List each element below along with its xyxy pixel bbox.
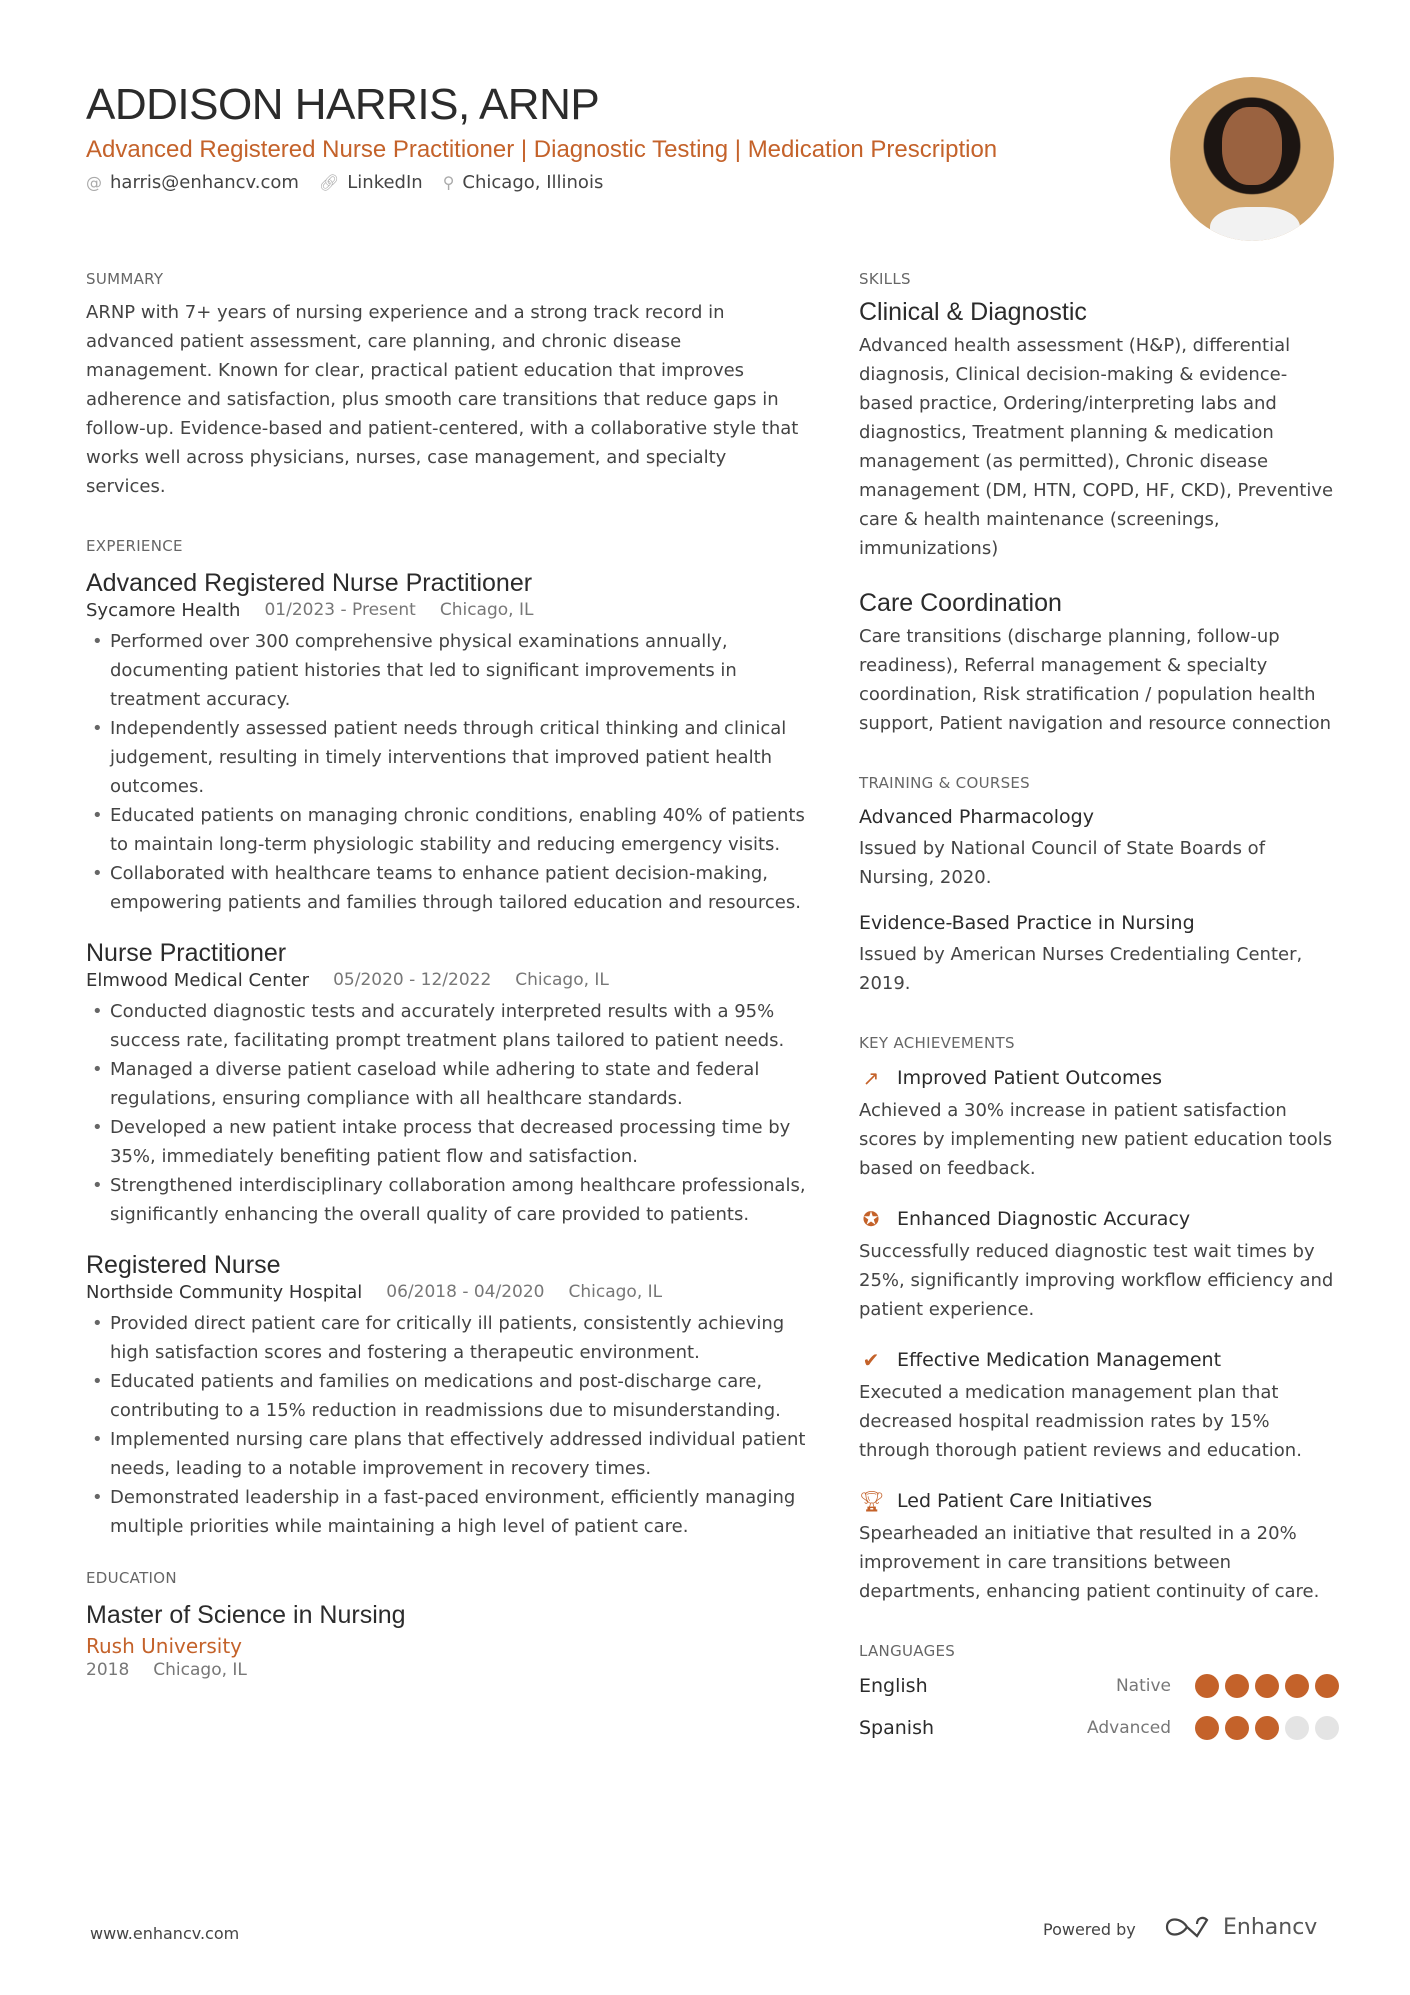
linkedin-text: LinkedIn [347,172,423,193]
rating-dot [1255,1716,1279,1740]
contact-email[interactable] [86,172,299,193]
headline: Advanced Registered Nurse Practitioner | Diagnostic Testing | Medication Prescription [86,136,998,163]
course-title: Evidence-Based Practice in Nursing [859,912,1195,934]
job-bullet: • Developed a new patient intake process that decreased processing time by 35%, immediately benefiting patient flow and satisfaction. [86,1113,806,1171]
job-bullets [86,1309,806,1541]
job-entry [86,1251,806,1541]
section-heading: EXPERIENCE [86,537,183,555]
brand-name: Enhancv [1223,1914,1318,1940]
section-heading: EDUCATION [86,1569,177,1587]
job-bullet: • Managed a diverse patient caseload while adhering to state and federal regulations, ensuring compliance with all healthcare standards. [86,1055,806,1113]
skill-group-title: Clinical & Diagnostic [859,298,1087,326]
contact-info [86,172,603,193]
achievement-item [859,1207,1339,1324]
language-level: Advanced [1087,1718,1171,1738]
job-bullet: • Strengthened interdisciplinary collaboration among healthcare professionals, significantly enhancing the overall quality of care provided to patients. [86,1171,806,1229]
company: Northside Community Hospital [86,1282,363,1303]
job-bullet: • Independently assessed patient needs through critical thinking and clinical judgement, resulting in timely interventions that improved patient health outcomes. [86,714,806,801]
company: Sycamore Health [86,600,241,621]
rating-dot [1195,1716,1219,1740]
skills-section [859,270,1339,738]
contact-location [443,172,604,193]
edu-location: Chicago, IL [153,1660,247,1680]
job-location: Chicago, IL [439,600,534,620]
course-title: Advanced Pharmacology [859,806,1094,828]
footer-url[interactable]: www.enhancv.com [90,1924,240,1943]
location-text: Chicago, Illinois [462,172,604,193]
job-dates: 05/2020 - 12/2022 [333,970,492,990]
language-name: English [859,1675,928,1697]
rating-dot [1225,1716,1249,1740]
skill-group-text: Advanced health assessment (H&P), differential diagnosis, Clinical decision-making & evidence-based practice, Ordering/interpreting labs and diagnostics, Treatment planning & medication management (as permitted), Chronic disease management (DM, HTN, COPD, HF, CKD), Preventive care & health maintenance (screenings, immunizations) [859,335,1334,559]
course-text: Issued by National Council of State Boards of Nursing, 2020. [859,838,1266,888]
rating-dot [1255,1674,1279,1698]
achievement-text: Spearheaded an initiative that resulted in a 20% improvement in care transitions between departments, enhancing patient continuity of care. [859,1523,1320,1602]
language-item [859,1716,1339,1740]
rating-dot [1285,1716,1309,1740]
job-dates: 01/2023 - Present [264,600,416,620]
job-bullet: • Demonstrated leadership in a fast-paced environment, efficiently managing multiple priorities while maintaining a high level of patient care. [86,1483,806,1541]
section-heading: SUMMARY [86,270,164,288]
job-dates: 06/2018 - 04/2020 [386,1282,545,1302]
location-pin-icon: ⚲ [442,173,455,192]
job-bullet: • Educated patients and families on medications and post-discharge care, contributing to a 15% reduction in readmissions due to misunderstanding. [86,1367,806,1425]
enhancv-logo-icon [1163,1914,1211,1940]
edu-year: 2018 [86,1660,130,1680]
trophy-icon: 🏆︎ [859,1489,885,1513]
company: Elmwood Medical Center [86,970,310,991]
section-heading: TRAINING & COURSES [859,774,1030,792]
language-level: Native [1115,1676,1171,1696]
achievement-text: Executed a medication management plan that decreased hospital readmission rates by 15% through thorough patient reviews and education. [859,1382,1302,1461]
achievement-title: Improved Patient Outcomes [897,1067,1163,1089]
profile-photo [1170,77,1334,241]
job-title: Advanced Registered Nurse Practitioner [86,569,533,597]
contact-linkedin[interactable] [319,172,423,193]
achievement-item [859,1348,1339,1465]
section-heading: SKILLS [859,270,911,288]
job-bullet: • Conducted diagnostic tests and accurately interpreted results with a 95% success rate, facilitating prompt treatment plans tailored to patient needs. [86,997,806,1055]
education-section [86,1569,806,1680]
rating-dot [1315,1716,1339,1740]
job-bullet: • Performed over 300 comprehensive physical examinations annually, documenting patient histories that led to significant improvements in treatment accuracy. [86,627,806,714]
achievements-section [859,1034,1339,1606]
degree: Master of Science in Nursing [86,1601,406,1629]
achievement-title: Led Patient Care Initiatives [897,1490,1153,1512]
growth-arrow-icon: ↗ [862,1066,880,1090]
candidate-name: ADDISON HARRIS, ARNP [86,80,600,129]
training-section [859,774,1339,998]
skill-group-title: Care Coordination [859,589,1062,617]
job-title: Registered Nurse [86,1251,281,1279]
rating-dot [1315,1674,1339,1698]
skill-group-text: Care transitions (discharge planning, follow-up readiness), Referral management & specialty coordination, Risk stratification / population health support, Patient navigation and resource connection [859,626,1332,734]
job-bullet: • Collaborated with healthcare teams to enhance patient decision-making, empowering patients and families through tailored education and resources. [86,859,806,917]
link-icon: 🔗︎ [318,173,340,192]
achievement-title: Enhanced Diagnostic Accuracy [897,1208,1191,1230]
languages-section [859,1642,1339,1740]
achievement-text: Achieved a 30% increase in patient satisfaction scores by implementing new patient education tools based on feedback. [859,1100,1333,1179]
job-bullet: • Educated patients on managing chronic conditions, enabling 40% of patients to maintain long-term physiologic stability and reducing emergency visits. [86,801,806,859]
award-ribbon-icon: ✪ [862,1207,880,1231]
language-name: Spanish [859,1717,935,1739]
checkmark-icon: ✔ [862,1348,880,1372]
email-text: harris@enhancv.com [110,172,299,193]
left-column [86,270,806,1716]
job-bullet: • Provided direct patient care for critically ill patients, consistently achieving high satisfaction scores and fostering a therapeutic environment. [86,1309,806,1367]
job-bullets [86,627,806,917]
job-entry [86,569,806,917]
job-title: Nurse Practitioner [86,939,287,967]
section-heading: KEY ACHIEVEMENTS [859,1034,1015,1052]
achievement-item [859,1489,1339,1606]
at-icon: @ [86,173,102,192]
rating-dot [1195,1674,1219,1698]
enhancv-logo [1163,1914,1317,1940]
job-bullet: • Implemented nursing care plans that effectively addressed individual patient needs, leading to a notable improvement in recovery times. [86,1425,806,1483]
rating-dot [1285,1674,1309,1698]
language-item [859,1674,1339,1698]
job-bullets [86,997,806,1229]
section-heading: LANGUAGES [859,1642,956,1660]
experience-section [86,537,806,1541]
job-location: Chicago, IL [568,1282,663,1302]
powered-by-label: Powered by [1043,1920,1136,1939]
achievement-item [859,1066,1339,1183]
summary-text: ARNP with 7+ years of nursing experience and a strong track record in advanced patient assessment, care planning, and chronic disease management. Known for clear, practical patient education that improves adherence and satisfaction, plus smooth care transitions that reduce gaps in follow-up. Evidence-based and patient-centered, with a collaborative style that works well across physicians, nurses, case management, and specialty services. [86,302,799,497]
school: Rush University [86,1634,243,1658]
job-location: Chicago, IL [515,970,609,990]
summary-section [86,270,806,501]
right-column [859,270,1339,1758]
achievement-title: Effective Medication Management [897,1349,1222,1371]
rating-dot [1225,1674,1249,1698]
course-text: Issued by American Nurses Credentialing Center, 2019. [859,944,1303,994]
achievement-text: Successfully reduced diagnostic test wait times by 25%, significantly improving workflow efficiency and patient experience. [859,1241,1334,1320]
job-entry [86,939,806,1229]
